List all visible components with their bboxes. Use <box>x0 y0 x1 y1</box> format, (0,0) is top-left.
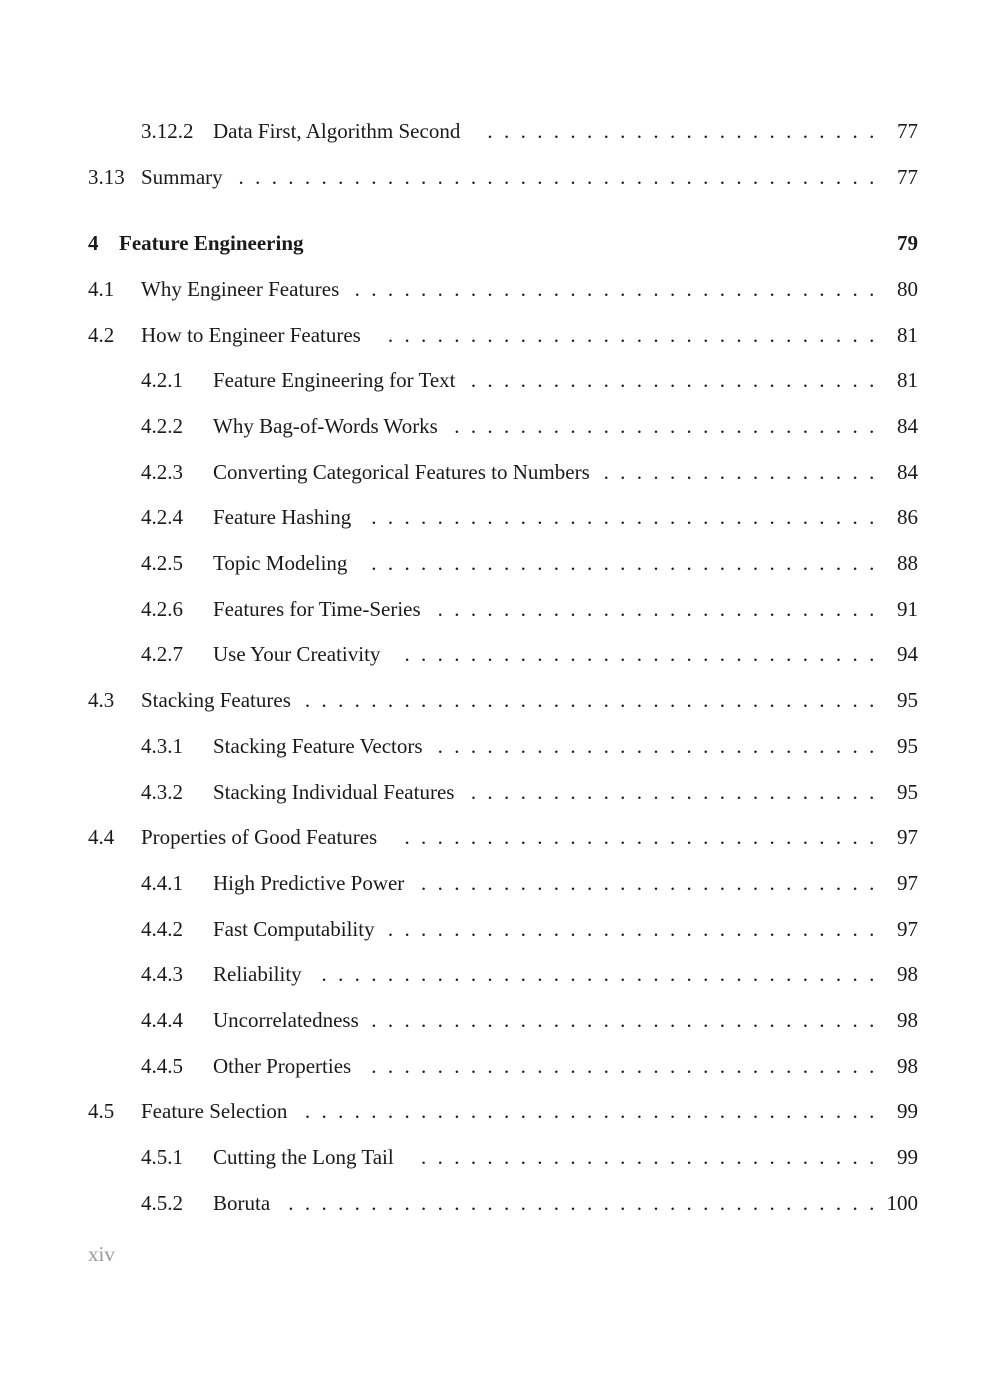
toc-entry-number: 4.3.2 <box>141 780 183 804</box>
toc-entry[interactable] <box>0 639 1007 669</box>
toc-entry-title: Stacking Individual Features <box>213 780 455 804</box>
toc-entry[interactable] <box>0 685 1007 715</box>
toc-entry-title: Properties of Good Features <box>141 825 378 849</box>
toc-entry-title: Reliability <box>213 962 302 986</box>
toc-entry-title: Feature Engineering <box>119 231 304 255</box>
toc-entry-number: 4 <box>88 231 99 255</box>
toc-entry-page: 97 <box>897 871 918 895</box>
toc-leader-dots: . . . . . . . . . . . . . . . . . . . . . . . . . . . . <box>421 1145 875 1169</box>
toc-entry-number: 4.2.7 <box>141 642 183 666</box>
toc-leader-dots: . . . . . . . . . . . . . . . . . . . . . . . . . <box>470 780 875 804</box>
toc-entry-title: Feature Engineering for Text <box>213 368 456 392</box>
toc-entry-number: 4.5 <box>88 1099 115 1123</box>
toc-entry-number: 4.2.4 <box>141 505 183 529</box>
toc-entry-page: 77 <box>897 165 918 189</box>
toc-entry-page: 81 <box>897 323 918 347</box>
toc-leader-dots: . . . . . . . . . . . . . . . . . . . . . . . . . . . . . . <box>387 917 875 941</box>
toc-entry[interactable] <box>0 365 1007 395</box>
toc-entry-number: 4.2.3 <box>141 460 183 484</box>
toc-entry[interactable] <box>0 822 1007 852</box>
toc-entry-number: 4.3 <box>88 688 115 712</box>
toc-entry-number: 4.2.1 <box>141 368 183 392</box>
toc-entry-title: Feature Hashing <box>213 505 352 529</box>
toc-entry-page: 80 <box>897 277 918 301</box>
toc-entry-title: Why Engineer Features <box>141 277 340 301</box>
toc-leader-dots: . . . . . . . . . . . . . . . . . . . . . . . . . . . . . . . <box>371 1054 875 1078</box>
toc-entry-number: 3.12.2 <box>141 119 194 143</box>
toc-entry-page: 77 <box>897 119 918 143</box>
toc-entry-page: 99 <box>897 1099 918 1123</box>
toc-entry[interactable] <box>0 274 1007 304</box>
toc-entry[interactable] <box>0 1005 1007 1035</box>
toc-entry-page: 84 <box>897 414 918 438</box>
toc-entry-page: 86 <box>897 505 918 529</box>
toc-leader-dots: . . . . . . . . . . . . . . . . . . . . . . . . . . . . . . . <box>371 551 875 575</box>
toc-entry[interactable] <box>0 320 1007 350</box>
toc-entry-number: 4.4.2 <box>141 917 183 941</box>
toc-entry-title: Other Properties <box>213 1054 352 1078</box>
toc-entry[interactable] <box>0 1096 1007 1126</box>
toc-leader-dots: . . . . . . . . . . . . . . . . . . . . . . . . . . . . . . . <box>371 505 875 529</box>
toc-entry[interactable] <box>0 959 1007 989</box>
toc-chapter-entry[interactable] <box>0 228 1007 258</box>
toc-entry-number: 4.2.5 <box>141 551 183 575</box>
toc-entry-number: 4.4.5 <box>141 1054 183 1078</box>
toc-entry-title: Topic Modeling <box>213 551 348 575</box>
toc-entry-page: 95 <box>897 734 918 758</box>
toc-entry-number: 4.4.1 <box>141 871 183 895</box>
toc-entry-page: 100 <box>886 1191 918 1215</box>
toc-entry-page: 98 <box>897 1008 918 1032</box>
toc-entry-page: 98 <box>897 962 918 986</box>
toc-entry-page: 91 <box>897 597 918 621</box>
toc-entry-number: 4.3.1 <box>141 734 183 758</box>
toc-leader-dots: . . . . . . . . . . . . . . . . . . . . . . . . . . . . . <box>404 825 875 849</box>
toc-entry[interactable] <box>0 777 1007 807</box>
toc-entry[interactable] <box>0 411 1007 441</box>
toc-entry-page: 98 <box>897 1054 918 1078</box>
toc-entry-number: 4.5.2 <box>141 1191 183 1215</box>
toc-leader-dots: . . . . . . . . . . . . . . . . . . . . . . . . . . . . . . . <box>371 1008 875 1032</box>
toc-entry[interactable] <box>0 502 1007 532</box>
toc-entry-title: Cutting the Long Tail <box>213 1145 394 1169</box>
toc-entry-title: Why Bag-of-Words Works <box>213 414 438 438</box>
toc-entry-page: 97 <box>897 917 918 941</box>
toc-leader-dots: . . . . . . . . . . . . . . . . . . . . . . . . . . . . . . . . . . <box>321 962 875 986</box>
toc-entry-page: 88 <box>897 551 918 575</box>
toc-leader-dots: . . . . . . . . . . . . . . . . . . . . . . . . . . . . . . . . . . . . <box>288 1191 875 1215</box>
toc-entry[interactable] <box>0 1188 1007 1218</box>
toc-entry[interactable] <box>0 116 1007 146</box>
toc-leader-dots: . . . . . . . . . . . . . . . . . . . . . . . . . . . . . . . . . . . <box>304 688 875 712</box>
toc-entry-number: 3.13 <box>88 165 125 189</box>
toc-leader-dots: . . . . . . . . . . . . . . . . . . . . . . . . . . . . . . . . . . . . . . . <box>238 165 875 189</box>
toc-entry-number: 4.5.1 <box>141 1145 183 1169</box>
toc-entry[interactable] <box>0 1142 1007 1172</box>
toc-entry-title: Fast Computability <box>213 917 375 941</box>
toc-entry-number: 4.4.4 <box>141 1008 183 1032</box>
toc-entry-title: Boruta <box>213 1191 271 1215</box>
toc-entry-number: 4.4.3 <box>141 962 183 986</box>
toc-leader-dots: . . . . . . . . . . . . . . . . . . . . . . . . <box>487 119 875 143</box>
toc-entry-page: 79 <box>897 231 918 255</box>
toc-leader-dots: . . . . . . . . . . . . . . . . . . . . . . . . . . <box>454 414 875 438</box>
toc-entry-page: 84 <box>897 460 918 484</box>
toc-entry[interactable] <box>0 162 1007 192</box>
page-number-footer: xiv <box>88 1242 115 1266</box>
toc-entry-page: 95 <box>897 688 918 712</box>
toc-leader-dots: . . . . . . . . . . . . . . . . . <box>603 460 875 484</box>
toc-entry-title: Summary <box>141 165 223 189</box>
toc-entry-title: Uncorrelatedness <box>213 1008 359 1032</box>
toc-leader-dots: . . . . . . . . . . . . . . . . . . . . . . . . . . . . . <box>404 642 875 666</box>
toc-entry[interactable] <box>0 1051 1007 1081</box>
toc-entry-number: 4.1 <box>88 277 115 301</box>
toc-entry-title: How to Engineer Features <box>141 323 361 347</box>
toc-entry-title: Use Your Creativity <box>213 642 381 666</box>
toc-entry[interactable] <box>0 548 1007 578</box>
toc-entry-number: 4.2 <box>88 323 115 347</box>
toc-leader-dots: . . . . . . . . . . . . . . . . . . . . . . . . . <box>470 368 875 392</box>
toc-leader-dots: . . . . . . . . . . . . . . . . . . . . . . . . . . . . . . . . . . . <box>304 1099 875 1123</box>
toc-entry-title: High Predictive Power <box>213 871 405 895</box>
toc-leader-dots: . . . . . . . . . . . . . . . . . . . . . . . . . . . . . . . . <box>354 277 875 301</box>
toc-entry-number: 4.2.6 <box>141 597 183 621</box>
toc-entry-title: Stacking Feature Vectors <box>213 734 423 758</box>
toc-entry[interactable] <box>0 731 1007 761</box>
toc-leader-dots: . . . . . . . . . . . . . . . . . . . . . . . . . . . . . . <box>387 323 875 347</box>
toc-entry[interactable] <box>0 594 1007 624</box>
toc-entry[interactable] <box>0 914 1007 944</box>
toc-entry[interactable] <box>0 868 1007 898</box>
toc-entry-title: Features for Time-Series <box>213 597 421 621</box>
toc-entry-title: Converting Categorical Features to Numbers <box>213 460 590 484</box>
toc-entry-page: 97 <box>897 825 918 849</box>
toc-entry-page: 99 <box>897 1145 918 1169</box>
toc-entry[interactable] <box>0 457 1007 487</box>
toc-entry-title: Stacking Features <box>141 688 291 712</box>
toc-entry-number: 4.4 <box>88 825 115 849</box>
toc-entry-title: Feature Selection <box>141 1099 288 1123</box>
toc-entry-page: 81 <box>897 368 918 392</box>
toc-entry-number: 4.2.2 <box>141 414 183 438</box>
toc-entry-page: 94 <box>897 642 918 666</box>
toc-leader-dots: . . . . . . . . . . . . . . . . . . . . . . . . . . . . <box>421 871 875 895</box>
toc-entry-page: 95 <box>897 780 918 804</box>
toc-entry-title: Data First, Algorithm Second <box>213 119 461 143</box>
toc-leader-dots: . . . . . . . . . . . . . . . . . . . . . . . . . . . <box>437 597 875 621</box>
toc-leader-dots: . . . . . . . . . . . . . . . . . . . . . . . . . . . <box>437 734 875 758</box>
